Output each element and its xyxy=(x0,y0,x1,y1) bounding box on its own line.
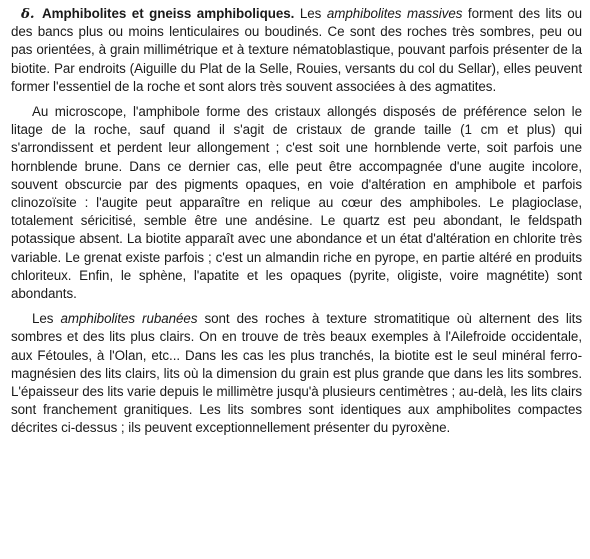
term-amphibolites-massives: amphibolites massives xyxy=(326,6,463,21)
section-heading: Amphibolites et gneiss amphiboliques. xyxy=(42,6,295,21)
rubanees-text-start: Les xyxy=(32,311,61,327)
paragraph-amphibolites-rubanees xyxy=(11,310,582,437)
paragraph-amphibolites-intro xyxy=(11,5,582,96)
paragraph-microscope xyxy=(11,103,582,303)
term-amphibolites-rubanees: amphibolites rubanées xyxy=(60,311,198,327)
intro-text-start: Les xyxy=(294,6,327,21)
rubanees-text-rest: sont des roches à texture stromatitique où alternent des lits sombres et des lits plus clairs. On en trouve de très beaux exemples à l'Ailefroide occidentale, aux Fétoules, à l'Olan, etc... Dans les cas les plus tranchés, la biotite est le seul minéral ferro-magnésien des lits clairs, lits où la dimension du grain est plus grande que dans les lits sombres. L'épaisseur des lits varie depuis le millimètre jusqu'à plusieurs centimètres ; au-delà, les lits clairs sont franchement granitiques. Les lits sombres sont identiques aux amphibolites compactes décrites ci-dessus ; ils peuvent exceptionnellement présenter du pyroxène. xyxy=(11,311,583,436)
section-marker: δ. xyxy=(21,6,35,22)
intro-text-rest: forment des lits ou des bancs plus ou moins lenticulaires ou boudinés. Ce sont des roches très sombres, peu ou pas orientées, à grain millimétrique et à texture nématoblastique, pouvant parfois présenter de la biotite. Par endroits (Aiguille du Plat de la Selle, Rouies, versants du col du Sellar), elles peuvent former l'essentiel de la roche et sont alors très souvent associées à des agmatites. xyxy=(11,6,583,94)
microscope-text: Au microscope, l'amphibole forme des cristaux allongés disposés de préférence selon le litage de la roche, sauf quand il s'agit de cristaux de grande taille (1 cm et plus) qui s'arrondissent et perdent leur allongement ; c'est soit une hornblende verte, soit parfois une hornblende brune. Dans ce dernier cas, elle peut être accompagnée d'une augite incolore, souvent obscurcie par des pigments opaques, en voie d'altération en amphibole et parfois clinozoïsite : l'augite peut apparaître en relique au cœur des amphiboles. Le plagioclase, totalement séricitisé, semble être une andésine. Le quartz est peu abondant, le feldspath potassique absent. La biotite apparaît avec une abondance et un état d'altération en chlorite très variable. Le grenat existe parfois ; c'est un almandin riche en pyrope, en partie altéré en produits chloriteux. Enfin, le sphène, l'apatite et les opaques (pyrite, oligiste, voire magnétite) sont abondants. xyxy=(11,104,582,302)
